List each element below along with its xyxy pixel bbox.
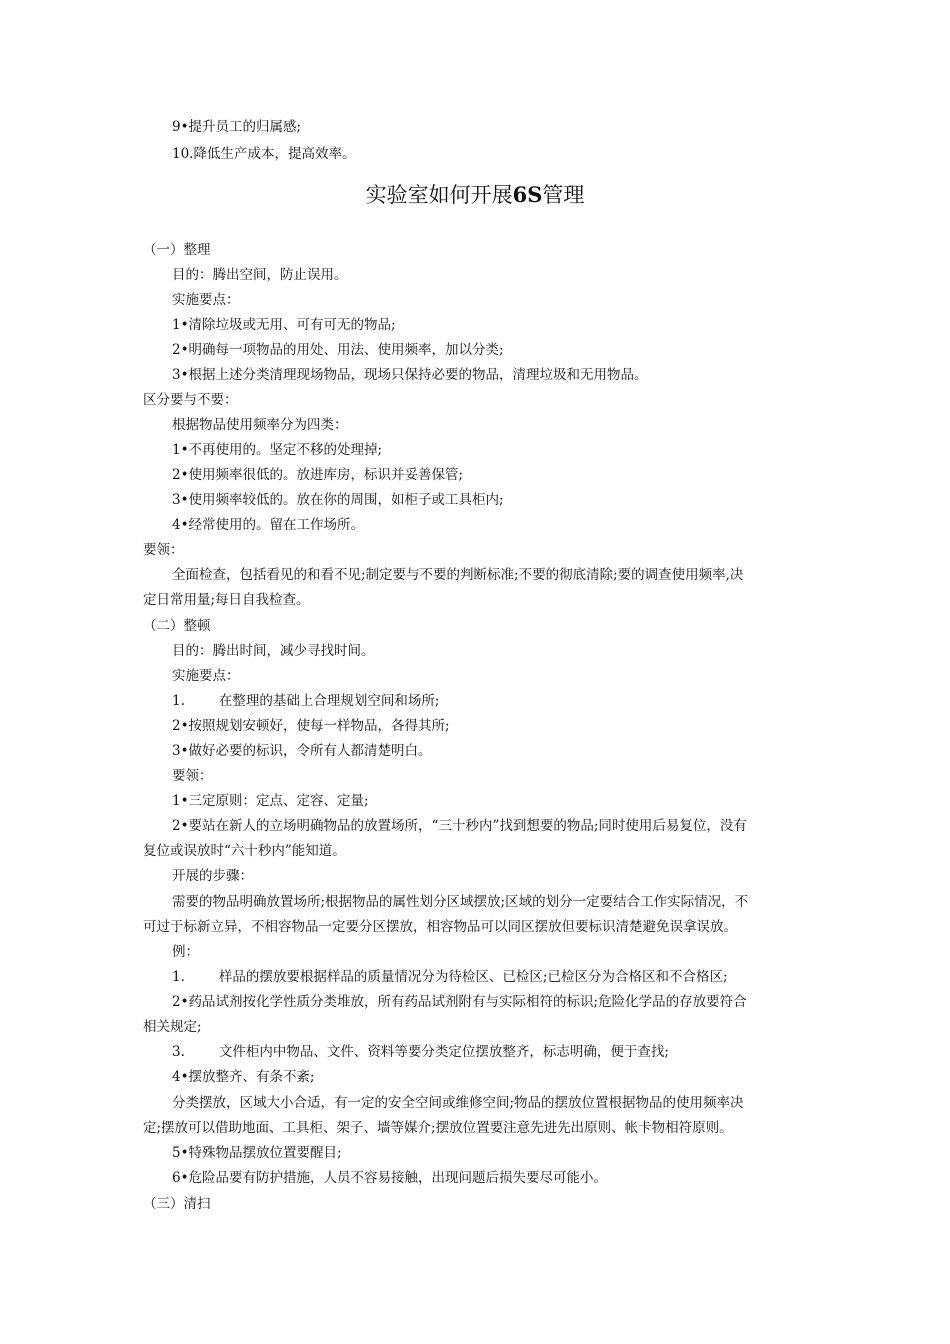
- body-line: 要领：: [143, 542, 184, 558]
- body-line: 实施要点：: [172, 668, 240, 684]
- list-item: 1. 在整理的基础上合理规划空间和场所;: [172, 693, 440, 709]
- list-item: 3•做好必要的标识，令所有人都清楚明白。: [172, 743, 432, 759]
- list-item: 5•特殊物品摆放位置要醒目;: [172, 1145, 342, 1161]
- list-item: 3. 文件柜内中物品、文件、资料等要分类定位摆放整齐，标志明确，便于查找;: [172, 1044, 669, 1060]
- list-item: 2•明确每一项物品的用处、用法、使用频率，加以分类;: [172, 342, 504, 358]
- list-item: 2•要站在新人的立场明确物品的放置场所，“三十秒内”找到想要的物品;同时使用后易复位，没有: [172, 818, 747, 834]
- list-item: 1•清除垃圾或无用、可有可无的物品;: [172, 317, 396, 333]
- list-item: 2•按照规划安顿好，使每一样物品，各得其所;: [172, 718, 450, 734]
- list-item: 6•危险品要有防护措施，人员不容易接触，出现问题后损失要尽可能小。: [172, 1170, 608, 1186]
- body-line: 区分要与不要：: [143, 392, 238, 408]
- intro-line: 9•提升员工的归属感;: [172, 119, 302, 135]
- list-item: 1•不再使用的。坚定不移的处理掉;: [172, 442, 383, 458]
- body-line: 全面检查，包括看见的和看不见;制定要与不要的判断标准;不要的彻底清除;要的调查使用频率,决: [172, 567, 744, 583]
- body-line: 例：: [172, 944, 199, 960]
- body-line: 相关规定;: [143, 1019, 202, 1035]
- section-heading: （二）整顿: [143, 618, 211, 634]
- body-line: 根据物品使用频率分为四类：: [172, 417, 348, 433]
- body-line: 目的：腾出空间，防止误用。: [172, 267, 348, 283]
- body-line: 定;摆放可以借助地面、工具柜、架子、墙等媒介;摆放位置要注意先进先出原则、帐卡物相符原则。: [143, 1120, 733, 1136]
- body-line: 开展的步骤：: [172, 868, 253, 884]
- section-heading: （一）整理: [143, 242, 211, 258]
- body-line: 分类摆放，区域大小合适，有一定的安全空间或维修空间;物品的摆放位置根据物品的使用频率决: [172, 1095, 744, 1111]
- list-item: 2•药品试剂按化学性质分类堆放，所有药品试剂附有与实际相符的标识;危险化学品的存放要符合: [172, 994, 747, 1010]
- body-line: 目的：腾出时间，减少寻找时间。: [172, 643, 375, 659]
- list-item: 2•使用频率很低的。放进库房，标识并妥善保管;: [172, 467, 464, 483]
- body-line: 复位或误放时“六十秒内”能知道。: [143, 843, 346, 859]
- list-item: 4•摆放整齐、有条不紊;: [172, 1069, 315, 1085]
- body-line: 实施要点：: [172, 292, 240, 308]
- list-item: 4•经常使用的。留在工作场所。: [172, 517, 365, 533]
- list-item: 1. 样品的摆放要根据样品的质量情况分为待检区、已检区;已检区分为合格区和不合格区;: [172, 969, 728, 985]
- body-line: 要领：: [172, 768, 213, 784]
- list-item: 3•使用频率较低的。放在你的周围，如柜子或工具柜内;: [172, 492, 504, 508]
- list-item: 3•根据上述分类清理现场物品，现场只保持必要的物品，清理垃圾和无用物品。: [172, 367, 648, 383]
- section-heading: （三）清扫: [143, 1196, 211, 1212]
- page-title: 实验室如何开展6S管理: [365, 182, 585, 207]
- body-line: 定日常用量;每日自我检查。: [143, 592, 310, 608]
- body-line: 需要的物品明确放置场所;根据物品的属性划分区域摆放;区域的划分一定要结合工作实际情况，不: [172, 894, 749, 910]
- list-item: 1•三定原则：定点、定容、定量;: [172, 793, 369, 809]
- intro-line: 10.降低生产成本，提高效率。: [172, 146, 356, 162]
- body-line: 可过于标新立异，不相容物品一定要分区摆放，相容物品可以同区摆放但要标识清楚避免误拿误放。: [143, 919, 737, 935]
